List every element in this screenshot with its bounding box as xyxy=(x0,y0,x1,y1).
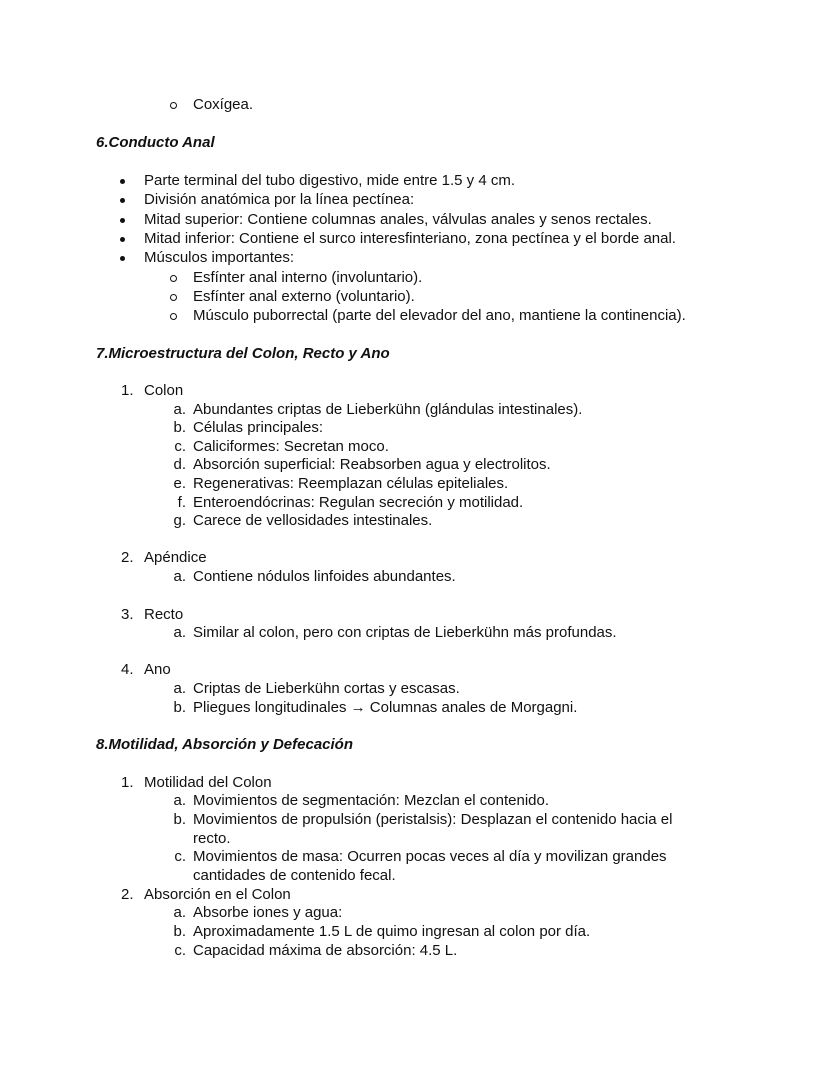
list-subitem: Absorbe iones y agua: xyxy=(193,904,343,921)
list-number: 2. xyxy=(121,886,134,903)
list-letter: b. xyxy=(173,923,186,940)
list-letter: a. xyxy=(173,904,186,921)
list-number: 2. xyxy=(121,549,134,566)
list-item: Parte terminal del tubo digestivo, mide entre 1.5 y 4 cm. xyxy=(144,172,516,189)
circle-bullet-icon xyxy=(170,294,177,301)
list-number: 1. xyxy=(121,382,134,399)
list-item: División anatómica por la línea pectínea: xyxy=(144,191,415,208)
list-letter: b. xyxy=(173,699,186,716)
list-subitem: Criptas de Lieberkühn cortas y escasas. xyxy=(193,680,460,697)
list-subitem: Abundantes criptas de Lieberkühn (glándulas intestinales). xyxy=(193,401,583,418)
bullet-icon xyxy=(120,237,125,242)
list-subitem: Contiene nódulos linfoides abundantes. xyxy=(193,568,456,585)
list-subitem: Esfínter anal externo (voluntario). xyxy=(193,288,415,305)
bullet-icon xyxy=(120,218,125,223)
list-subitem: Enteroendócrinas: Regulan secreción y motilidad. xyxy=(193,494,524,511)
list-item: Mitad inferior: Contiene el surco interesfinteriano, zona pectínea y el borde anal. xyxy=(144,230,676,247)
list-letter: d. xyxy=(173,456,186,473)
list-item: Absorción en el Colon xyxy=(144,886,291,903)
list-item: Apéndice xyxy=(144,549,207,566)
list-letter: c. xyxy=(174,848,186,865)
list-subitem: cantidades de contenido fecal. xyxy=(193,867,396,884)
list-subitem: Similar al colon, pero con criptas de Lieberkühn más profundas. xyxy=(193,624,617,641)
list-subitem: recto. xyxy=(193,830,231,847)
list-subitem: Esfínter anal interno (involuntario). xyxy=(193,269,423,286)
list-subitem: Caliciformes: Secretan moco. xyxy=(193,438,389,455)
list-letter: b. xyxy=(173,811,186,828)
list-letter: a. xyxy=(173,568,186,585)
circle-bullet-icon xyxy=(170,275,177,282)
list-subitem: Movimientos de masa: Ocurren pocas veces al día y movilizan grandes xyxy=(193,848,667,865)
list-item: Colon xyxy=(144,382,184,399)
list-letter: a. xyxy=(173,680,186,697)
list-subitem: Aproximadamente 1.5 L de quimo ingresan al colon por día. xyxy=(193,923,591,940)
list-letter: a. xyxy=(173,401,186,418)
list-subitem: Absorción superficial: Reabsorben agua y electrolitos. xyxy=(193,456,551,473)
list-subitem: Movimientos de segmentación: Mezclan el contenido. xyxy=(193,792,550,809)
circle-bullet-icon xyxy=(170,102,177,109)
list-letter: e. xyxy=(173,475,186,492)
section-heading: 8.Motilidad, Absorción y Defecación xyxy=(96,736,353,753)
section-heading: 7.Microestructura del Colon, Recto y Ano xyxy=(96,345,390,362)
list-letter: a. xyxy=(173,624,186,641)
list-item: Coxígea. xyxy=(193,96,254,113)
list-letter: a. xyxy=(173,792,186,809)
list-subitem: Movimientos de propulsión (peristalsis): Desplazan el contenido hacia el xyxy=(193,811,673,828)
list-subitem: Capacidad máxima de absorción: 4.5 L. xyxy=(193,942,458,959)
list-subitem: Pliegues longitudinales → Columnas anales de Morgagni. xyxy=(193,699,578,716)
list-item: Motilidad del Colon xyxy=(144,774,272,791)
list-letter: f. xyxy=(177,494,186,511)
list-item: Mitad superior: Contiene columnas anales, válvulas anales y senos rectales. xyxy=(144,211,652,228)
circle-bullet-icon xyxy=(170,313,177,320)
list-item: Músculos importantes: xyxy=(144,249,295,266)
list-letter: c. xyxy=(174,942,186,959)
list-item: Recto xyxy=(144,606,184,623)
list-number: 3. xyxy=(121,606,134,623)
list-letter: g. xyxy=(173,512,186,529)
bullet-icon xyxy=(120,179,125,184)
list-letter: c. xyxy=(174,438,186,455)
list-number: 1. xyxy=(121,774,134,791)
list-subitem: Células principales: xyxy=(193,419,324,436)
bullet-icon xyxy=(120,256,125,261)
list-number: 4. xyxy=(121,661,134,678)
list-subitem: Carece de vellosidades intestinales. xyxy=(193,512,433,529)
list-item: Ano xyxy=(144,661,171,678)
section-heading: 6.Conducto Anal xyxy=(96,134,215,151)
list-letter: b. xyxy=(173,419,186,436)
bullet-icon xyxy=(120,198,125,203)
list-subitem: Regenerativas: Reemplazan células epiteliales. xyxy=(193,475,509,492)
list-subitem: Músculo puborrectal (parte del elevador del ano, mantiene la continencia). xyxy=(193,307,686,324)
